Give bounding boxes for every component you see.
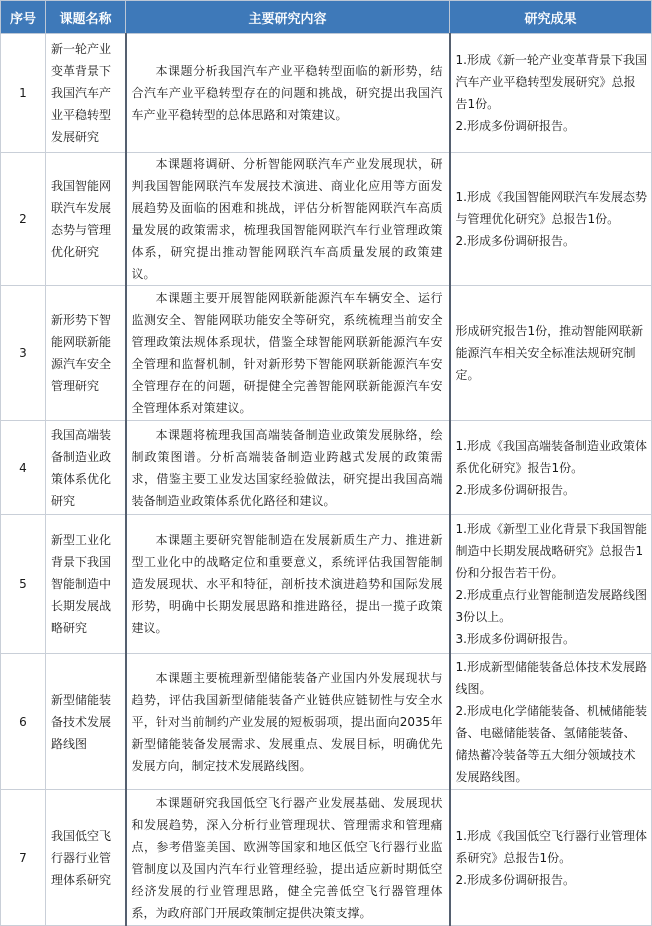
research-content-text: 本课题主要开展智能网联新能源汽车车辆安全、运行监测安全、智能网联功能安全等研究，系统梳理当前安全管理政策法规体系现状，借鉴全球智能网联新能源汽车安全管理和监督机制，针对新形势下智能网联新能源汽车安全管理存在的问题，研提健全完善智能网联新能源汽车安全管理体系对策建议。 <box>131 291 443 415</box>
research-content <box>126 421 450 515</box>
research-content-text: 本课题主要研究智能制造在发展新质生产力、推进新型工业化中的战略定位和重要意义，系统评估我国智能制造发展现状、水平和特征，剖析技术演进趋势和国际发展形势，明确中长期发展思路和推进路径，提出一揽子政策建议。 <box>131 533 443 635</box>
research-content <box>126 153 450 286</box>
table-row <box>1 515 652 654</box>
research-results <box>450 421 652 515</box>
research-results <box>450 153 652 286</box>
research-content <box>126 286 450 421</box>
table-row <box>1 654 652 790</box>
research-content <box>126 34 450 153</box>
header-content: 主要研究内容 <box>126 1 450 34</box>
result-item: 1.形成《我国高端装备制造业政策体系优化研究》报告1份。 <box>455 438 647 475</box>
table-row <box>1 286 652 421</box>
result-item: 形成研究报告1份，推动智能网联新能源汽车相关安全标准法规研究制定。 <box>455 324 644 382</box>
result-item: 1.形成《我国智能网联汽车发展态势与管理优化研究》总报告1份。 <box>455 190 647 226</box>
table-row <box>1 421 652 515</box>
research-results <box>450 286 652 421</box>
topic-name: 我国高端装备制造业政策体系优化研究 <box>46 421 126 515</box>
header-name: 课题名称 <box>46 1 126 34</box>
research-results <box>450 34 652 153</box>
table-header-row <box>1 1 652 34</box>
research-content <box>126 790 450 926</box>
row-number: 5 <box>1 515 46 654</box>
header-num: 序号 <box>1 1 46 34</box>
research-content <box>126 515 450 654</box>
topic-name: 我国智能网联汽车发展态势与管理优化研究 <box>46 153 126 286</box>
topic-name: 新型工业化背景下我国智能制造中长期发展战略研究 <box>46 515 126 654</box>
topic-name: 我国低空飞行器行业管理体系研究 <box>46 790 126 926</box>
row-number: 3 <box>1 286 46 421</box>
table-row <box>1 34 652 153</box>
row-number: 7 <box>1 790 46 926</box>
header-result: 研究成果 <box>450 1 652 34</box>
result-item: 1.形成新型储能装备总体技术发展路线图。 <box>455 659 647 696</box>
row-number: 1 <box>1 34 46 153</box>
research-content-text: 本课题将梳理我国高端装备制造业政策发展脉络，绘制政策图谱。分析高端装备制造业跨越式发展的政策需求，借鉴主要工业发达国家经验做法，研究提出我国高端装备制造业政策体系优化路径和建议。 <box>131 427 443 508</box>
research-content-text: 本课题研究我国低空飞行器产业发展基础、发展现状和发展趋势，深入分析行业管理现状、管理需求和管理痛点，参考借鉴美国、欧洲等国家和地区低空飞行器行业监管制度以及国内汽车行业管理经验，提出适应新时期低空经济发展的行业管理思路，健全完善低空飞行器管理体系，为政府部门开展政策制定提供决策支撑。 <box>131 795 443 920</box>
research-content-text: 本课题将调研、分析智能网联汽车产业发展现状，研判我国智能网联汽车发展技术演进、商业化应用等方面发展趋势及面临的困难和挑战，评估分析智能网联汽车高质量发展的政策需求，梳理我国智能网联汽车行业管理政策体系，研究提出推动智能网联汽车高质量发展的政策建议。 <box>131 157 443 281</box>
topic-name: 新一轮产业变革背景下我国汽车产业平稳转型发展研究 <box>46 34 126 153</box>
row-number: 2 <box>1 153 46 286</box>
research-results <box>450 515 652 654</box>
topic-name: 新形势下智能网联新能源汽车安全管理研究 <box>46 286 126 421</box>
result-item: 1.形成《新一轮产业变革背景下我国汽车产业平稳转型发展研究》总报告1份。 <box>455 53 647 111</box>
result-item: 2.形成多份调研报告。 <box>455 482 575 497</box>
result-item: 2.形成电化学储能装备、机械储能装备、电磁储能装备、氢储能装备、储热蓄冷装备等五大细分领域技术发展路线图。 <box>455 703 647 784</box>
research-content-text: 本课题分析我国汽车产业平稳转型面临的新形势，结合汽车产业平稳转型存在的问题和挑战，研究提出我国汽车产业平稳转型的总体思路和对策建议。 <box>131 64 443 122</box>
result-item: 1.形成《新型工业化背景下我国智能制造中长期发展战略研究》总报告1份和分报告若干份。 <box>455 522 647 580</box>
row-number: 6 <box>1 654 46 790</box>
table-row <box>1 790 652 926</box>
row-number: 4 <box>1 421 46 515</box>
research-content-text: 本课题主要梳理新型储能装备产业国内外发展现状与趋势，评估我国新型储能装备产业链供应链韧性与安全水平，针对当前制约产业发展的短板弱项，提出面向2035年新型储能装备发展需求、发展重点、发展目标，明确优先发展方向，制定技术发展路线图。 <box>131 670 443 773</box>
result-item: 3.形成多份调研报告。 <box>455 632 575 646</box>
result-item: 2.形成多份调研报告。 <box>455 872 575 887</box>
result-item: 2.形成多份调研报告。 <box>455 119 575 133</box>
table-row <box>1 153 652 286</box>
result-item: 2.形成重点行业智能制造发展路线图3份以上。 <box>455 588 647 624</box>
research-results <box>450 790 652 926</box>
research-content <box>126 654 450 790</box>
research-results <box>450 654 652 790</box>
topic-name: 新型储能装备技术发展路线图 <box>46 654 126 790</box>
result-item: 2.形成多份调研报告。 <box>455 234 575 248</box>
result-item: 1.形成《我国低空飞行器行业管理体系研究》总报告1份。 <box>455 828 647 865</box>
